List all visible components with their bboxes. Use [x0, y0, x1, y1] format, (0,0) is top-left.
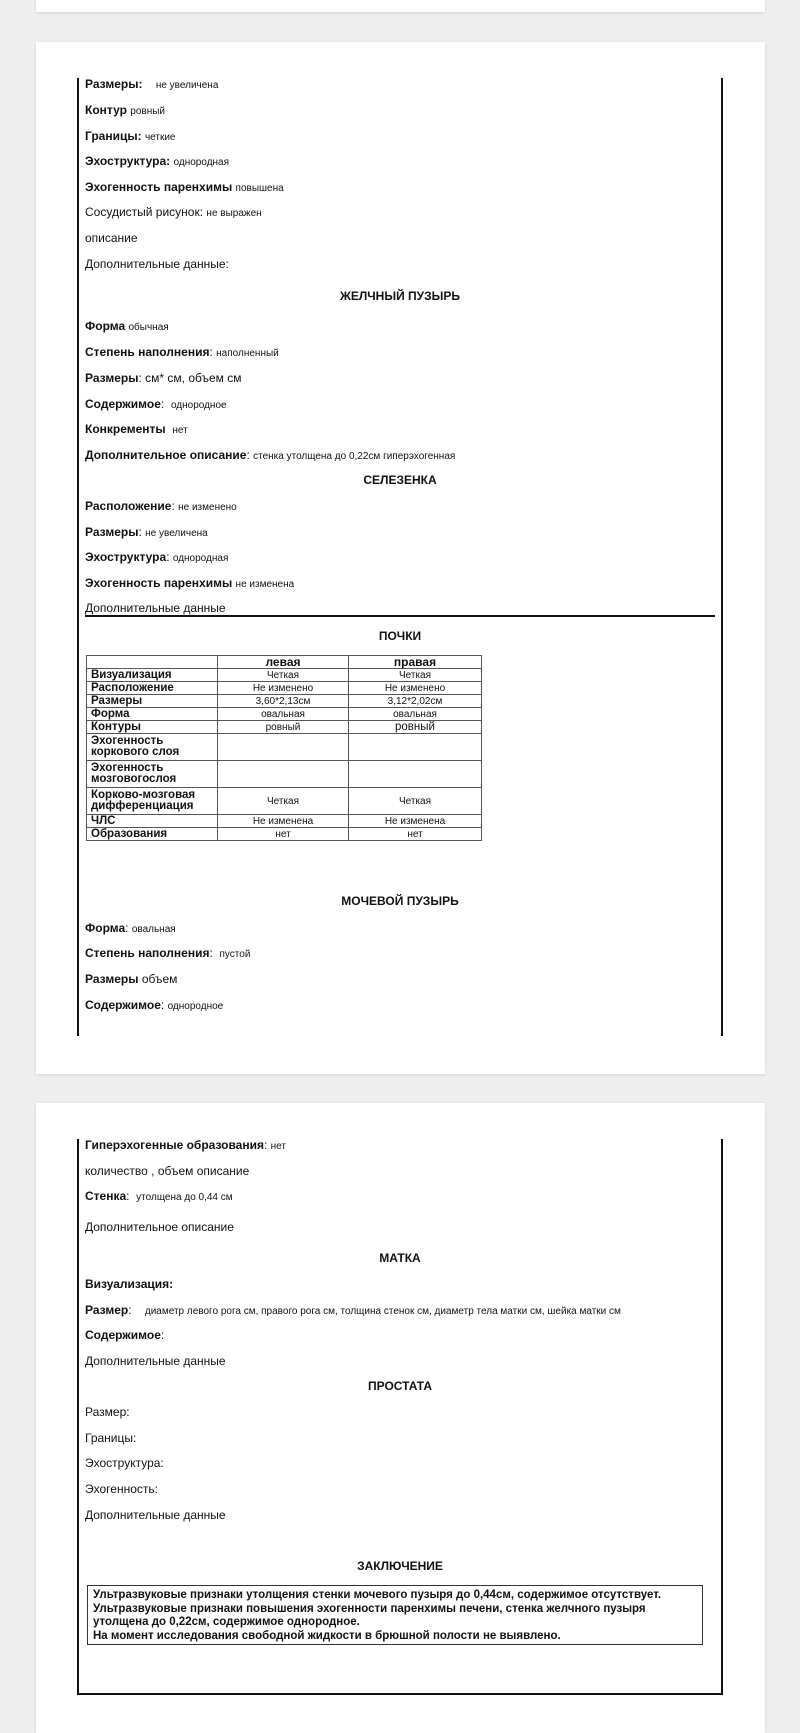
spleen-location-row: Расположение: не изменено: [85, 499, 237, 513]
gallbladder-heading: ЖЕЛЧНЫЙ ПУЗЫРЬ: [339, 289, 461, 303]
page2-left-border: [77, 1139, 79, 1695]
table-row: Визуализация Четкая Четкая: [87, 669, 482, 682]
wall-row: Стенка: утолщена до 0,44 см: [85, 1189, 233, 1203]
page1-left-border: [77, 78, 79, 1036]
table-row: Эхогенность коркового слоя: [87, 734, 482, 761]
conclusion-line: Ультразвуковые признаки повышения эхогенности паренхимы печени, стенка желчного пузыря: [93, 1602, 646, 1615]
table-row: Размеры 3,60*2,13см 3,12*2,02см: [87, 695, 482, 708]
table-row: Контуры ровный ровный: [87, 721, 482, 734]
quantity-row: количество , объем описание: [85, 1164, 250, 1178]
bladder-form-row: Форма: овальная: [85, 921, 176, 935]
hyperechoic-row: Гиперэхогенные образования: нет: [85, 1138, 286, 1152]
liver-description-row: описание: [85, 231, 138, 245]
kidneys-heading: ПОЧКИ: [378, 629, 422, 643]
kidneys-table: [86, 655, 482, 841]
gallbladder-size-row: Размеры: см* см, объем см: [85, 371, 242, 385]
gallbladder-filling-row: Степень наполнения: наполненный: [85, 345, 279, 359]
conclusion-heading: ЗАКЛЮЧЕНИЕ: [357, 1559, 443, 1573]
liver-echostructure-row: Эхоструктура: однородная: [85, 154, 230, 168]
bladder-filling-row: Степень наполнения: пустой: [85, 946, 251, 960]
conclusion-line: Ультразвуковые признаки утолщения стенки мочевого пузыря до 0,44см, содержимое отсутствует.: [93, 1589, 662, 1601]
gallbladder-stones-row: Конкременты нет: [85, 422, 188, 436]
uterus-size-row: Размер: диаметр левого рога см, правого рога см, толщина стенок см, диаметр тела матки см, шейка матки см: [85, 1303, 621, 1317]
uterus-content-row: Содержимое:: [85, 1328, 165, 1342]
bladder-heading: МОЧЕВОЙ ПУЗЫРЬ: [341, 894, 459, 908]
bladder-content-row: Содержимое: однородное: [85, 998, 224, 1012]
prostate-extra-row: Дополнительные данные: [85, 1508, 226, 1522]
section-divider: [85, 615, 715, 617]
spleen-extra-row: Дополнительные данные: [85, 601, 226, 615]
conclusion-box: [87, 1585, 703, 1645]
gallbladder-form-row: Форма обычная: [85, 319, 169, 333]
spleen-heading: СЕЛЕЗЕНКА: [363, 473, 437, 487]
table-row: Расположение Не изменено Не изменено: [87, 682, 482, 695]
spleen-echogenicity-row: Эхогенность паренхимы не изменена: [85, 576, 295, 590]
page-fragment-top: [36, 0, 765, 12]
bladder-additional-row: Дополнительное описание: [85, 1220, 234, 1234]
liver-vascular-row: Сосудистый рисунок: не выражен: [85, 205, 262, 219]
page1-right-border: [721, 78, 723, 1036]
header-left: левая: [218, 656, 349, 669]
spleen-size-row: Размеры: не увеличена: [85, 525, 208, 539]
liver-size-row: Размеры: не увеличена: [85, 77, 219, 91]
bladder-size-row: Размеры объем: [85, 972, 178, 986]
prostate-borders-row: Границы:: [85, 1431, 137, 1445]
prostate-echogenicity-row: Эхогенность:: [85, 1482, 158, 1496]
gallbladder-additional-row: Дополнительное описание: стенка утолщена до 0,22см гиперэхогенная: [85, 448, 456, 462]
uterus-heading: МАТКА: [379, 1251, 421, 1265]
gallbladder-content-row: Содержимое: однородное: [85, 397, 227, 411]
uterus-extra-row: Дополнительные данные: [85, 1354, 226, 1368]
conclusion-line: утолщена до 0,22см, содержимое однородное.: [93, 1616, 360, 1628]
table-row: Эхогенность мозговогослоя: [87, 761, 482, 788]
table-row: Форма овальная овальная: [87, 708, 482, 721]
prostate-echostructure-row: Эхоструктура:: [85, 1456, 164, 1470]
kidneys-table-header: [87, 656, 482, 669]
table-row: Корково-мозговая дифференциация Четкая Четкая: [87, 788, 482, 815]
page2-right-border: [721, 1139, 723, 1695]
page2-bottom-border: [77, 1693, 723, 1695]
table-row: Образования нет нет: [87, 828, 482, 841]
header-right: правая: [349, 656, 482, 669]
uterus-visualization-row: Визуализация:: [85, 1277, 174, 1291]
table-row: ЧЛС Не изменена Не изменена: [87, 815, 482, 828]
liver-echogenicity-row: Эхогенность паренхимы повышена: [85, 180, 284, 194]
liver-borders-row: Границы: четкие: [85, 129, 176, 143]
prostate-size-row: Размер:: [85, 1405, 130, 1419]
spleen-echostructure-row: Эхоструктура: однородная: [85, 550, 229, 564]
liver-extra-row: Дополнительные данные:: [85, 257, 229, 271]
prostate-heading: ПРОСТАТА: [367, 1379, 433, 1393]
liver-contour-row: Контур ровный: [85, 103, 166, 117]
conclusion-line: На момент исследования свободной жидкости в брюшной полости не выявлено.: [93, 1629, 561, 1642]
